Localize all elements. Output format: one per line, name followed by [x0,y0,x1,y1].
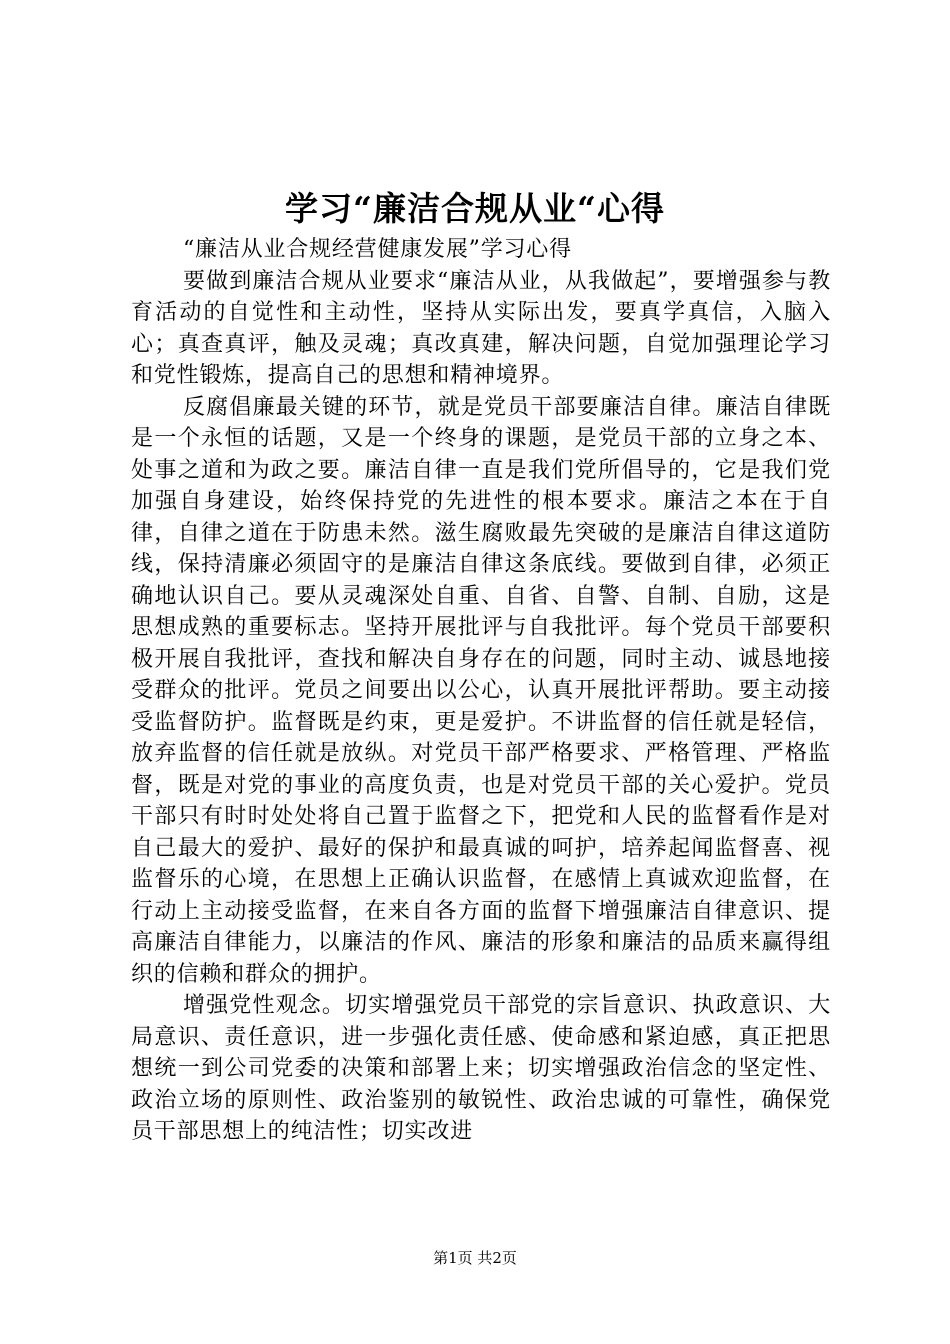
document-title: 学习“廉洁合规从业“心得 [285,189,665,228]
page-number-footer: 第1页 共2页 [433,1249,517,1267]
body-paragraph: 增强党性观念。切实增强党员干部党的宗旨意识、执政意识、大局意识、责任意识，进一步强化责任感、使命感和紧迫感，真正把思想统一到公司党委的决策和部署上来；切实增强政治信念的坚定性、政治立场的原则性、政治鉴别的敏锐性、政治忠诚的可靠性，确保党员干部思想上的纯洁性；切实改进 [131,993,831,1144]
body-paragraph: 要做到廉洁合规从业要求“廉洁从业，从我做起”，要增强参与教育活动的自觉性和主动性，坚持从实际出发，要真学真信，入脑入心；真查真评，触及灵魂；真改真建，解决问题，自觉加强理论学习和党性锻炼，提高自己的思想和精神境界。 [131,268,831,388]
body-paragraph: 反腐倡廉最关键的环节，就是党员干部要廉洁自律。廉洁自律既是一个永恒的话题，又是一个终身的课题，是党员干部的立身之本、处事之道和为政之要。廉洁自律一直是我们党所倡导的，它是我们党加强自身建设，始终保持党的先进性的根本要求。廉洁之本在于自律，自律之道在于防患未然。滋生腐败最先突破的是廉洁自律这道防线，保持清廉必须固守的是廉洁自律这条底线。要做到自律，必须正确地认识自己。要从灵魂深处自重、自省、自警、自制、自励，这是思想成熟的重要标志。坚持开展批评与自我批评。每个党员干部要积极开展自我批评，查找和解决自身存在的问题，同时主动、诚恳地接受群众的批评。党员之间要出以公心，认真开展批评帮助。要主动接受监督防护。监督既是约束，更是爱护。不讲监督的信任就是轻信，放弃监督的信任就是放纵。对党员干部严格要求、严格管理、严格监督，既是对党的事业的高度负责，也是对党员干部的关心爱护。党员干部只有时时处处将自己置于监督之下，把党和人民的监督看作是对自己最大的爱护、最好的保护和最真诚的呵护，培养起闻监督喜、视监督乐的心境，在思想上正确认识监督，在感情上真诚欢迎监督，在行动上主动接受监督，在来自各方面的监督下增强廉洁自律意识、提高廉洁自律能力，以廉洁的作风、廉洁的形象和廉洁的品质来赢得组织的信赖和群众的拥护。 [131,394,831,987]
document-body [131,234,831,1148]
subtitle-paragraph: “廉洁从业合规经营健康发展”学习心得 [183,237,572,262]
